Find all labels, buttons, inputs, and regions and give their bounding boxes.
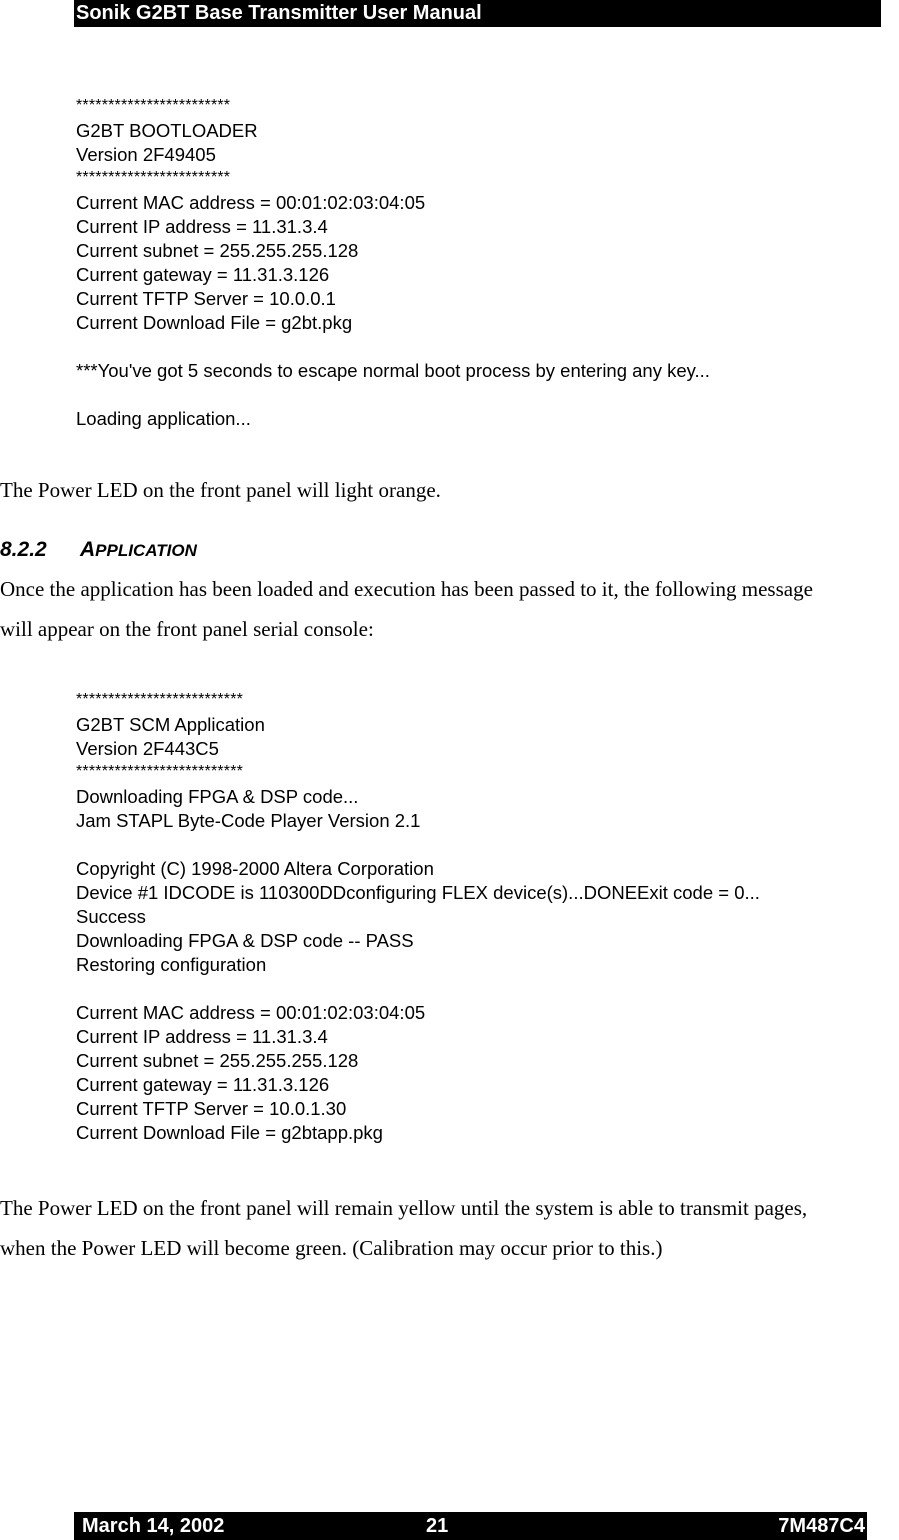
console-line: Current MAC address = 00:01:02:03:04:05 bbox=[76, 192, 426, 213]
section-title-initial: A bbox=[80, 538, 96, 561]
console-line: ************************** bbox=[76, 691, 244, 708]
console-blank-line bbox=[76, 383, 710, 407]
console-line: Restoring configuration bbox=[76, 954, 267, 975]
section-heading bbox=[0, 532, 197, 569]
console-line: Version 2F443C5 bbox=[76, 738, 219, 759]
running-footer bbox=[74, 1512, 867, 1540]
console-line: ************************ bbox=[76, 169, 231, 186]
console-line: Current Download File = g2btapp.pkg bbox=[76, 1122, 383, 1143]
paragraph-line: when the Power LED will become green. (Calibration may occur prior to this.) bbox=[0, 1236, 663, 1260]
console-line: Current TFTP Server = 10.0.1.30 bbox=[76, 1098, 347, 1119]
console-line: Copyright (C) 1998-2000 Altera Corporation bbox=[76, 858, 434, 879]
console-line: Device #1 IDCODE is 110300DDconfiguring FLEX device(s)...DONEExit code = 0... bbox=[76, 882, 760, 903]
console-line: Current gateway = 11.31.3.126 bbox=[76, 1074, 330, 1095]
manual-title: Sonik G2BT Base Transmitter User Manual bbox=[76, 2, 482, 24]
application-console-output bbox=[76, 689, 760, 1145]
console-line: Downloading FPGA & DSP code... bbox=[76, 786, 359, 807]
console-line: Jam STAPL Byte-Code Player Version 2.1 bbox=[76, 810, 421, 831]
console-blank-line bbox=[76, 833, 760, 857]
console-line: Version 2F49405 bbox=[76, 144, 216, 165]
power-led-status-paragraph bbox=[0, 1188, 899, 1268]
console-line: Current TFTP Server = 10.0.0.1 bbox=[76, 288, 336, 309]
console-line: Current MAC address = 00:01:02:03:04:05 bbox=[76, 1002, 426, 1023]
console-line: Current gateway = 11.31.3.126 bbox=[76, 264, 330, 285]
console-line: ************************** bbox=[76, 763, 244, 780]
console-line: ************************ bbox=[76, 97, 231, 114]
running-header bbox=[74, 0, 881, 27]
footer-date: March 14, 2002 bbox=[82, 1515, 225, 1537]
console-line: Loading application... bbox=[76, 408, 251, 429]
document-id: 7M487C4 bbox=[778, 1515, 865, 1537]
power-led-orange-paragraph: The Power LED on the front panel will light orange. bbox=[0, 478, 441, 502]
console-line: G2BT SCM Application bbox=[76, 714, 265, 735]
section-title-rest: PPLICATION bbox=[95, 541, 197, 560]
paragraph-line: The Power LED on the front panel will remain yellow until the system is able to transmit pages, bbox=[0, 1196, 808, 1220]
console-blank-line bbox=[76, 335, 710, 359]
console-line: Current Download File = g2bt.pkg bbox=[76, 312, 353, 333]
application-intro-paragraph bbox=[0, 569, 899, 649]
section-number: 8.2.2 bbox=[0, 538, 47, 561]
paragraph-line: will appear on the front panel serial console: bbox=[0, 617, 374, 641]
paragraph-line: Once the application has been loaded and execution has been passed to it, the following message bbox=[0, 577, 813, 601]
console-line: Success bbox=[76, 906, 146, 927]
console-line: Current subnet = 255.255.255.128 bbox=[76, 240, 359, 261]
console-line: Current IP address = 11.31.3.4 bbox=[76, 1026, 328, 1047]
console-line: ***You've got 5 seconds to escape normal boot process by entering any key... bbox=[76, 360, 710, 381]
console-line: Downloading FPGA & DSP code -- PASS bbox=[76, 930, 414, 951]
console-line: Current IP address = 11.31.3.4 bbox=[76, 216, 328, 237]
page-number: 21 bbox=[426, 1515, 449, 1537]
console-blank-line bbox=[76, 977, 760, 1001]
console-line: Current subnet = 255.255.255.128 bbox=[76, 1050, 359, 1071]
console-line: G2BT BOOTLOADER bbox=[76, 120, 258, 141]
bootloader-console-output bbox=[76, 95, 710, 431]
